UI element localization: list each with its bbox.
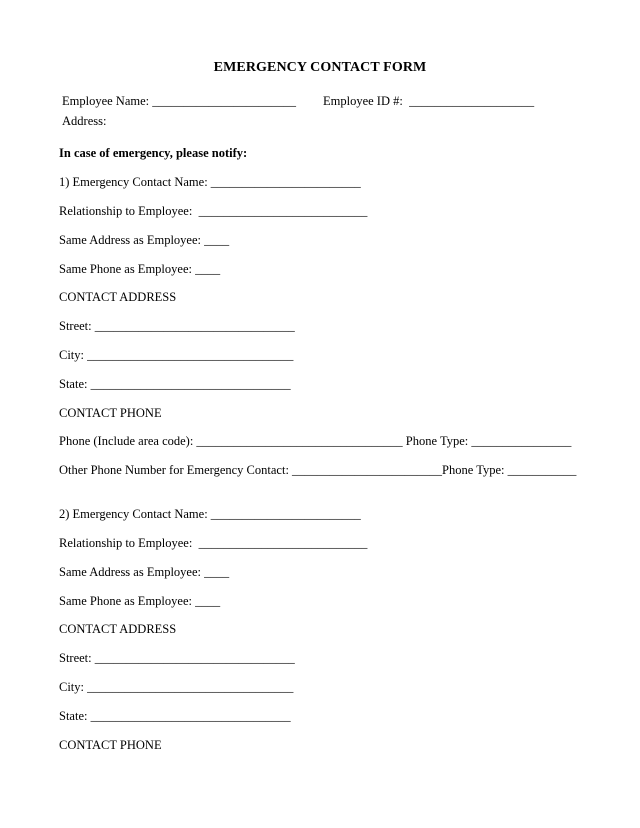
contact1-street-field[interactable]: Street: ________________________________ xyxy=(59,319,295,333)
contact1-relationship-field[interactable]: Relationship to Employee: ___________________________ xyxy=(59,204,368,218)
employee-id-field[interactable]: Employee ID #: ____________________ xyxy=(323,94,535,108)
form-title: EMERGENCY CONTACT FORM xyxy=(213,60,427,75)
contact1-city-field[interactable]: City: _________________________________ xyxy=(59,348,294,362)
employee-address-label: Address: xyxy=(62,114,107,128)
contact1-address-heading: CONTACT ADDRESS xyxy=(59,290,177,304)
employee-name-field[interactable]: Employee Name: _______________________ xyxy=(62,94,296,108)
contact1-same-address-field[interactable]: Same Address as Employee: ____ xyxy=(59,233,230,247)
contact1-other-phone-field[interactable]: Other Phone Number for Emergency Contact: ________________________Phone Type: ___________ xyxy=(59,463,577,477)
contact2-same-address-field[interactable]: Same Address as Employee: ____ xyxy=(59,565,230,579)
contact2-name-field[interactable]: 2) Emergency Contact Name: ________________________ xyxy=(59,507,361,521)
contact1-phone-field[interactable]: Phone (Include area code): _________________________________ Phone Type: ________________ xyxy=(59,434,572,448)
contact1-name-field[interactable]: 1) Emergency Contact Name: ________________________ xyxy=(59,175,361,189)
contact2-state-field[interactable]: State: ________________________________ xyxy=(59,709,291,723)
contact2-phone-heading: CONTACT PHONE xyxy=(59,738,162,752)
contact1-same-phone-field[interactable]: Same Phone as Employee: ____ xyxy=(59,262,221,276)
contact1-state-field[interactable]: State: ________________________________ xyxy=(59,377,291,391)
contact2-address-heading: CONTACT ADDRESS xyxy=(59,622,177,636)
contact2-street-field[interactable]: Street: ________________________________ xyxy=(59,651,295,665)
notify-heading: In case of emergency, please notify: xyxy=(59,146,248,160)
contact1-phone-heading: CONTACT PHONE xyxy=(59,406,162,420)
contact2-city-field[interactable]: City: _________________________________ xyxy=(59,680,294,694)
contact2-same-phone-field[interactable]: Same Phone as Employee: ____ xyxy=(59,594,221,608)
contact2-relationship-field[interactable]: Relationship to Employee: ___________________________ xyxy=(59,536,368,550)
